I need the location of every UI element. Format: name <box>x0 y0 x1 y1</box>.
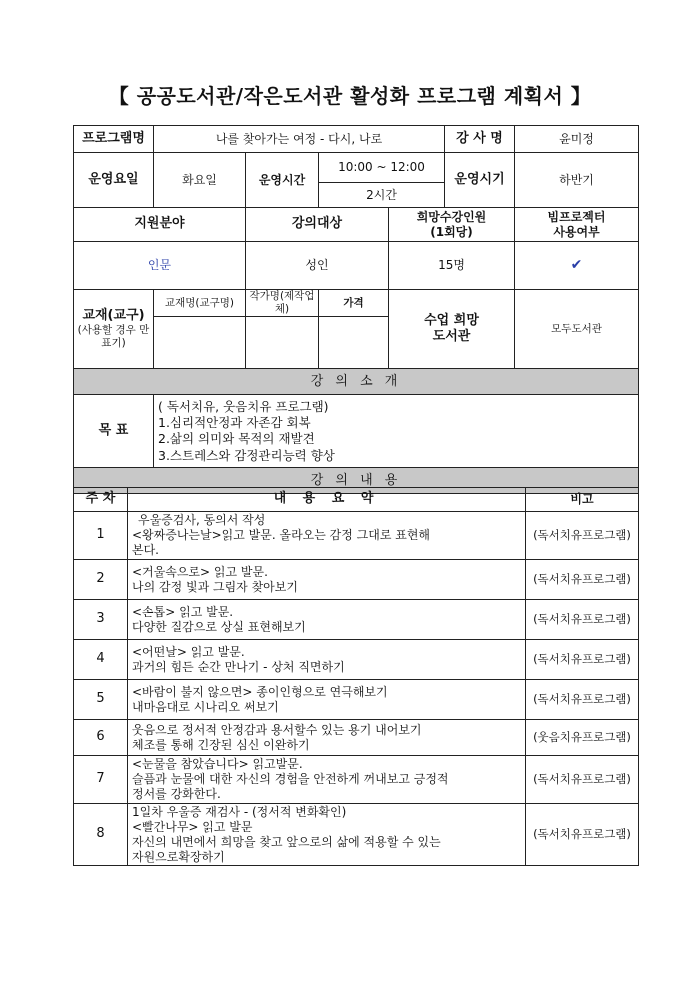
week-note: (독서치유프로그램) <box>526 804 639 866</box>
material-name-value <box>154 317 246 369</box>
week-summary <box>128 680 526 720</box>
summary-line: 다양한 질감으로 상실 표현해보기 <box>132 619 306 634</box>
week-number: 3 <box>74 600 128 640</box>
field-value: 인문 <box>74 242 246 290</box>
summary-line: 정서를 강화한다. <box>132 787 221 801</box>
week-note: (독서치유프로그램) <box>526 680 639 720</box>
field-label: 지원분야 <box>74 208 246 242</box>
summary-line: <왕짜증나는날>읽고 발문. 올라오는 감정 그대로 표현해 <box>132 528 431 542</box>
week-number: 7 <box>74 756 128 804</box>
table-row <box>74 680 639 720</box>
price-label: 가격 <box>319 290 389 317</box>
table-row <box>74 804 639 866</box>
week-summary <box>128 640 526 680</box>
goal-line: 3.스트레스와 감정관리능력 향상 <box>158 447 335 463</box>
week-summary <box>128 720 526 756</box>
intro-section-header: 강 의 소 개 <box>74 369 639 395</box>
summary-line: <눈물을 참았습니다> 읽고발문. <box>132 757 303 771</box>
target-label: 강의대상 <box>246 208 389 242</box>
material-note: (사용할 경우 만 표기) <box>77 324 150 350</box>
week-number: 4 <box>74 640 128 680</box>
document-title: 【 공공도서관/작은도서관 활성화 프로그램 계획서 】 <box>108 84 592 108</box>
target-value: 성인 <box>246 242 389 290</box>
day-value: 화요일 <box>154 153 246 208</box>
summary-line: <손톱> 읽고 발문. <box>132 604 234 619</box>
instructor-value: 윤미정 <box>515 126 639 153</box>
goal-line: 1.심리적안정과 자존감 회복 <box>158 415 311 430</box>
table-row <box>74 560 639 600</box>
author-value <box>246 317 319 369</box>
summary-line: <거울속으로> 읽고 발문. <box>132 564 268 579</box>
summary-line: 자원으로확장하기 <box>132 849 225 864</box>
summary-line: 나의 감정 빛과 그림자 찾아보기 <box>132 579 298 594</box>
summary-line: <바람이 불지 않으면> 종이인형으로 연극해보기 <box>132 684 388 699</box>
week-number: 2 <box>74 560 128 600</box>
capacity-value: 15명 <box>389 242 515 290</box>
week-number: 6 <box>74 720 128 756</box>
duration-value: 2시간 <box>319 183 445 208</box>
week-summary <box>128 512 526 560</box>
goal-line: ( 독서치유, 웃음치유 프로그램) <box>158 398 329 414</box>
beam-check-icon: ✔ <box>515 242 639 290</box>
week-summary <box>128 756 526 804</box>
beam-label: 빔프로젝터 사용여부 <box>515 208 639 242</box>
day-label: 운영요일 <box>74 153 154 208</box>
weekly-table <box>73 487 639 866</box>
week-summary <box>128 600 526 640</box>
week-number: 8 <box>74 804 128 866</box>
table-row <box>74 600 639 640</box>
goal-label: 목 표 <box>74 395 154 468</box>
col-note-header: 비고 <box>526 488 639 512</box>
col-week-header: 주 차 <box>74 488 128 512</box>
material-label-cell <box>74 290 154 369</box>
table-row <box>74 756 639 804</box>
week-note: (웃음치유프로그램) <box>526 720 639 756</box>
material-name-label: 교재명(교구명) <box>154 290 246 317</box>
goal-line: 2.삶의 의미와 목적의 재발견 <box>158 431 315 447</box>
program-name-value: 나를 찾아가는 여정 - 다시, 나로 <box>154 126 445 153</box>
program-name-label: 프로그램명 <box>74 126 154 153</box>
table-row <box>74 512 639 560</box>
week-summary <box>128 560 526 600</box>
time-label: 운영시간 <box>246 153 319 208</box>
library-value: 모두도서관 <box>515 290 639 369</box>
week-summary <box>128 804 526 866</box>
goal-content <box>154 395 639 468</box>
summary-line: 자신의 내면에서 희망을 찾고 앞으로의 삶에 적용할 수 있는 <box>132 834 441 849</box>
week-note: (독서치유프로그램) <box>526 640 639 680</box>
summary-line: 1일차 우울증 재검사 - (정서적 변화확인) <box>132 804 347 819</box>
week-note: (독서치유프로그램) <box>526 512 639 560</box>
period-label: 운영시기 <box>445 153 515 208</box>
summary-line: <어떤날> 읽고 발문. <box>132 644 245 659</box>
library-label: 수업 희망 도서관 <box>389 290 515 369</box>
week-note: (독서치유프로그램) <box>526 560 639 600</box>
info-table <box>73 125 639 494</box>
instructor-label: 강 사 명 <box>445 126 515 153</box>
summary-line: 우울증검사, 동의서 작성 <box>138 513 266 527</box>
col-summary-header: 내 용 요 약 <box>128 488 526 512</box>
summary-line: 체조를 통해 긴장된 심신 이완하기 <box>132 737 310 752</box>
summary-line: 웃음으로 정서적 안정감과 용서할수 있는 용기 내어보기 <box>132 722 422 737</box>
content-section-header: 강 의 내 용 <box>74 468 639 494</box>
material-label: 교재(교구) <box>82 307 145 323</box>
summary-line: <빨간나무> 읽고 발문 <box>132 819 253 834</box>
summary-line: 내마음대로 시나리오 써보기 <box>132 699 279 714</box>
week-number: 1 <box>74 512 128 560</box>
time-value: 10:00 ~ 12:00 <box>319 153 445 183</box>
table-row <box>74 720 639 756</box>
capacity-label: 희망수강인원 (1회당) <box>389 208 515 242</box>
table-row <box>74 640 639 680</box>
summary-line: 과거의 힘든 순간 만나기 - 상처 직면하기 <box>132 659 345 674</box>
author-label: 작가명(제작업체) <box>246 290 319 317</box>
week-note: (독서치유프로그램) <box>526 756 639 804</box>
price-value <box>319 317 389 369</box>
week-note: (독서치유프로그램) <box>526 600 639 640</box>
summary-line: 본다. <box>132 543 159 557</box>
week-number: 5 <box>74 680 128 720</box>
summary-line: 슬픔과 눈물에 대한 자신의 경험을 안전하게 꺼내보고 긍정적 <box>132 772 449 786</box>
period-value: 하반기 <box>515 153 639 208</box>
